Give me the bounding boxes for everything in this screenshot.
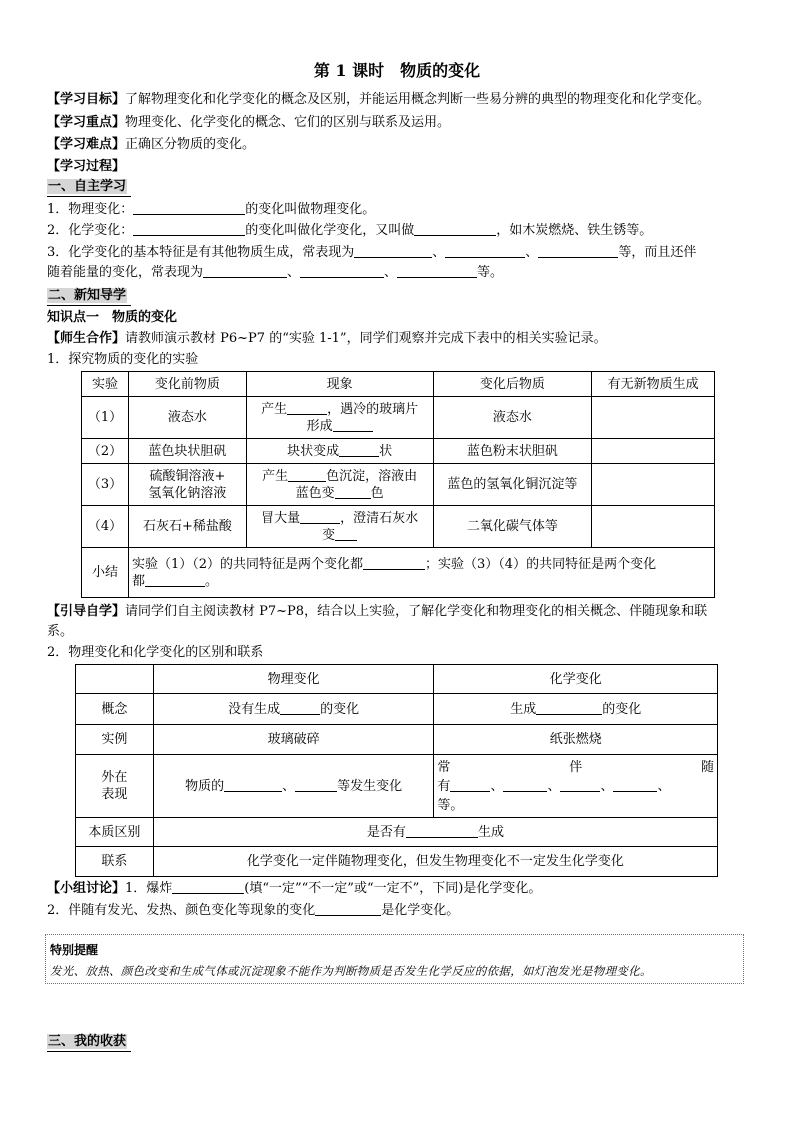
table-row: 联系 化学变化一定伴随物理变化，但发生物理变化不一定发生化学变化 [76, 847, 718, 877]
table1-caption: 1．探究物质的变化的实验 [47, 352, 199, 367]
group-discussion-2: 2．伴随有发光、发热、颜色变化等现象的变化 是化学变化。 [47, 903, 460, 918]
learning-difficulty: 【学习难点】正确区分物质的变化。 [47, 137, 256, 152]
knowledge-point-1: 知识点一 物质的变化 [47, 310, 178, 325]
table-row: 外在 表现 物质的 、 等发生变化 常 伴 随 有 、 、 、 、 等。 [76, 755, 718, 818]
table-summary-row: 小结 实验（1）（2）的共同特征是两个变化都 ；实验（3）（4）的共同特征是两个变化 都 。 [82, 548, 715, 598]
guided-self-study: 【引导自学】请同学们自主阅读教材 P7~P8，结合以上实验，了解化学变化和物理变化的相关概念、伴随现象和联 [47, 604, 708, 619]
learning-process-heading: 【学习过程】 [47, 159, 126, 174]
table-row: 概念 没有生成 的变化 生成 的变化 [76, 694, 718, 725]
question-chemical-features: 3．化学变化的基本特征是有其他物质生成，常表现为 、 、 等，而且还伴 [47, 245, 697, 260]
special-tip-text: 发光、放热、颜色改变和生成气体或沉淀现象不能作为判断物质是否发生化学反应的依据，如灯泡发光是物理变化。 [50, 964, 652, 978]
experiment-table [81, 371, 715, 598]
comparison-table-header: 物理变化 化学变化 [76, 665, 718, 694]
learning-objective: 【学习目标】了解物理变化和化学变化的概念及区别，并能运用概念判断一些易分辨的典型的物理变化和化学变化。 [47, 92, 711, 107]
guided-self-study-cont: 系。 [47, 624, 74, 639]
table-row: 实例 玻璃破碎 纸张燃烧 [76, 725, 718, 755]
group-discussion: 【小组讨论】1．爆炸 (填“一定”“不一定”或“一定不”，下同)是化学变化。 [47, 881, 542, 896]
section-heading-self-study: 一、自主学习 [47, 178, 131, 197]
phenomenon-cell: 产生 ，遇冷的玻璃片 形成 [246, 397, 433, 439]
section-heading-my-gains: 三、我的收获 [47, 1033, 131, 1052]
table-row: （3） 硫酸铜溶液+ 氢氧化钠溶液 产生 色沉淀，溶液由 蓝色变 色 蓝色的氢氧化铜沉淀等 [82, 464, 715, 506]
phenomenon-cell: 冒大量 ，澄清石灰水 变 [246, 506, 433, 548]
question-chemical-change: 2．化学变化： 的变化叫做化学变化，又叫做 ，如木炭燃烧、铁生锈等。 [47, 223, 653, 238]
answer-cell[interactable] [592, 506, 715, 548]
table2-caption: 2．物理变化和化学变化的区别和联系 [47, 645, 264, 660]
table-row: （2） 蓝色块状胆矾 块状变成 状 蓝色粉末状胆矾 [82, 439, 715, 464]
phenomenon-cell: 产生 色沉淀，溶液由 蓝色变 色 [246, 464, 433, 506]
answer-cell[interactable] [592, 397, 715, 439]
learning-focus: 【学习重点】物理变化、化学变化的概念、它们的区别与联系及运用。 [47, 115, 451, 130]
section-heading-new-knowledge: 二、新知导学 [47, 287, 131, 306]
special-tip-title: 特别提醒 [50, 943, 99, 957]
table-row: 本质区别 是否有 生成 [76, 818, 718, 847]
table-row: （4） 石灰石+稀盐酸 冒大量 ，澄清石灰水 变 二氧化碳气体等 [82, 506, 715, 548]
answer-cell[interactable] [592, 464, 715, 506]
question-energy-change: 随着能量的变化，常表现为 、 、 等。 [47, 265, 504, 280]
comparison-table [75, 664, 718, 877]
experiment-table-header: 实验 变化前物质 现象 变化后物质 有无新物质生成 [82, 372, 715, 397]
answer-cell[interactable] [592, 439, 715, 464]
teacher-student-cooperation: 【师生合作】请教师演示教材 P6~P7 的“实验 1-1”，同学们观察并完成下表中的相关实验记录。 [47, 331, 607, 346]
summary-cell: 实验（1）（2）的共同特征是两个变化都 ；实验（3）（4）的共同特征是两个变化 都 。 [128, 548, 714, 598]
question-physical-change: 1．物理变化： 的变化叫做物理变化。 [47, 202, 376, 217]
page-title: 第 1 课时 物质的变化 [313, 61, 481, 80]
phenomenon-cell: 块状变成 状 [246, 439, 433, 464]
table-row: （1） 液态水 产生 ，遇冷的玻璃片 形成 液态水 [82, 397, 715, 439]
